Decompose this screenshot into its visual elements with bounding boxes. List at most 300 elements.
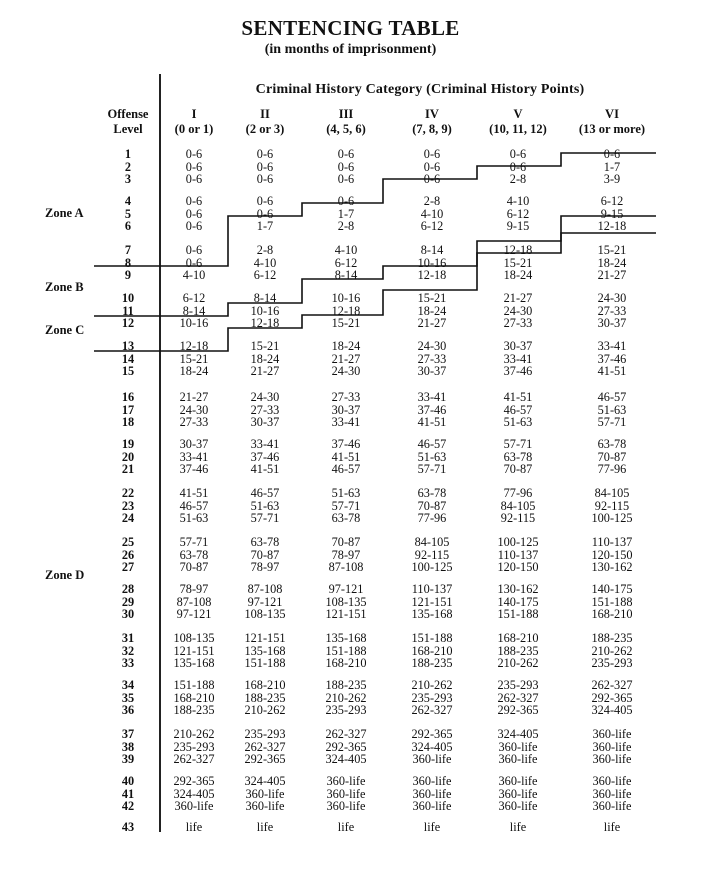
sentence-range: 41-51 [503, 390, 533, 404]
sentence-range: 33-41 [250, 437, 280, 451]
sentence-range: 41-51 [597, 364, 627, 378]
sentence-range: 24-30 [503, 303, 533, 318]
sentence-range: 100-125 [497, 535, 539, 549]
sentence-range: 10-16 [331, 291, 361, 305]
sentence-range: 46-57 [250, 486, 280, 500]
sentence-range: 92-115 [414, 547, 450, 562]
sentence-range: 6-12 [420, 219, 444, 233]
sentence-range: 15-21 [503, 255, 533, 270]
sentence-range: 324-405 [411, 739, 453, 754]
sentence-range: 210-262 [173, 727, 215, 741]
sentence-range: 30-37 [417, 364, 447, 378]
sentence-range: 324-405 [497, 727, 539, 741]
sentence-range: 292-365 [497, 703, 539, 717]
sentence-range: 324-405 [244, 774, 286, 788]
sentence-range: 108-135 [325, 594, 367, 609]
sentence-range: 30-37 [503, 339, 533, 353]
sentence-range: 78-97 [250, 560, 280, 574]
sentence-range: 97-121 [176, 607, 212, 621]
sentence-range: 18-24 [597, 255, 627, 270]
sentence-range: 18-24 [250, 351, 280, 366]
offense-level: 38 [121, 739, 135, 754]
sentence-range: 41-51 [331, 449, 361, 464]
sentence-range: 292-365 [325, 739, 367, 754]
sentence-range: 92-115 [500, 511, 536, 525]
sentence-range: 100-125 [411, 560, 453, 574]
offense-level: 36 [121, 703, 135, 717]
offense-level: 7 [124, 243, 132, 257]
offense-level: 6 [124, 219, 132, 233]
sentence-range: 1-7 [603, 159, 621, 174]
sentence-range: 2-8 [256, 243, 274, 257]
offense-level: 21 [121, 462, 135, 476]
sentence-range: 57-71 [417, 462, 447, 476]
sentence-range: 63-78 [331, 511, 361, 525]
sentence-range: life [185, 820, 203, 834]
sentence-range: 84-105 [414, 535, 450, 549]
sentence-range: 0-6 [256, 147, 274, 161]
sentence-range: 6-12 [182, 291, 206, 305]
category-header-4 [384, 107, 480, 137]
sentence-range: 8-14 [182, 303, 206, 318]
offense-level: 30 [121, 607, 135, 621]
sentence-range: 15-21 [417, 291, 447, 305]
sentence-range: 21-27 [179, 390, 209, 404]
sentence-range: 0-6 [185, 147, 203, 161]
sentence-range: 108-135 [244, 607, 286, 621]
sentence-range: 63-78 [179, 547, 209, 562]
offense-level: 42 [121, 799, 135, 813]
sentence-range: 30-37 [179, 437, 209, 451]
sentence-range: 168-210 [173, 690, 215, 705]
sentence-range: 41-51 [417, 415, 447, 429]
offense-level: 11 [122, 303, 134, 318]
sentence-range: 235-293 [591, 656, 633, 670]
sentence-range: 63-78 [417, 486, 447, 500]
sentence-range: 18-24 [417, 303, 447, 318]
sentence-range: 0-6 [603, 147, 621, 161]
sentence-range: 0-6 [337, 172, 355, 186]
category-header-5 [470, 107, 566, 137]
category-points: (4, 5, 6) [326, 122, 366, 136]
sentence-range: 262-327 [173, 752, 215, 766]
sentence-range: 151-188 [591, 594, 633, 609]
sentence-range: 70-87 [503, 462, 533, 476]
offense-level: 35 [121, 690, 135, 705]
sentence-range: 100-125 [591, 511, 633, 525]
offense-level: 33 [121, 656, 135, 670]
sentence-range: 41-51 [179, 486, 209, 500]
sentence-range: 168-210 [244, 678, 286, 692]
sentence-range: 262-327 [325, 727, 367, 741]
sentence-range: 0-6 [185, 159, 203, 174]
sentence-range: 6-12 [253, 268, 277, 282]
category-numeral: VI [605, 107, 619, 121]
offense-level: 27 [121, 560, 135, 574]
sentence-range: 46-57 [597, 390, 627, 404]
sentence-range: 41-51 [250, 462, 280, 476]
sentence-range: 8-14 [334, 268, 358, 282]
page-subtitle: (in months of imprisonment) [264, 42, 437, 57]
sentence-range: 324-405 [325, 752, 367, 766]
sentence-range: 70-87 [597, 449, 627, 464]
sentence-range: 360-life [326, 774, 366, 788]
sentence-range: 0-6 [185, 172, 203, 186]
sentence-range: 168-210 [411, 643, 453, 658]
sentence-range: 360-life [174, 799, 214, 813]
offense-level: 37 [121, 727, 135, 741]
offense-level: 8 [124, 255, 132, 270]
sentence-range: 8-14 [253, 291, 277, 305]
sentence-range: 360-life [245, 786, 285, 801]
offense-level: 12 [121, 316, 135, 330]
sentence-range: 9-15 [600, 206, 624, 221]
sentence-range: 235-293 [244, 727, 286, 741]
offense-level: 18 [121, 415, 135, 429]
sentence-range: 360-life [498, 752, 538, 766]
sentence-range: 57-71 [597, 415, 627, 429]
sentence-range: 30-37 [331, 402, 361, 417]
sentence-range: 51-63 [250, 498, 280, 513]
sentence-range: 292-365 [244, 752, 286, 766]
category-points: (13 or more) [578, 122, 646, 136]
offense-level: 22 [121, 486, 135, 500]
sentence-range: 6-12 [600, 194, 624, 208]
sentence-range: 0-6 [423, 147, 441, 161]
sentence-range: 30-37 [597, 316, 627, 330]
sentence-range: 151-188 [244, 656, 286, 670]
sentence-range: 262-327 [591, 678, 633, 692]
sentence-range: 92-115 [594, 498, 630, 513]
sentence-range: 27-33 [503, 316, 533, 330]
category-numeral: I [191, 107, 197, 121]
sentence-range: 210-262 [244, 703, 286, 717]
sentence-range: 33-41 [417, 390, 447, 404]
sentence-range: 27-33 [179, 415, 209, 429]
sentence-range: 10-16 [179, 316, 209, 330]
zone-a-label: Zone A [45, 206, 84, 220]
sentence-range: 140-175 [591, 582, 633, 596]
sentence-range: 0-6 [256, 206, 274, 221]
offense-level: 28 [121, 582, 135, 596]
sentence-range: 0-6 [337, 194, 355, 208]
sentence-range: 18-24 [331, 339, 361, 353]
category-points: (10, 11, 12) [489, 122, 547, 136]
sentence-range: 78-97 [179, 582, 209, 596]
offense-level: 5 [124, 206, 132, 221]
offense-level: 1 [124, 147, 132, 161]
sentence-range: 3-9 [603, 172, 621, 186]
offense-level: 25 [121, 535, 135, 549]
sentence-range: 135-168 [411, 607, 453, 621]
sentence-range: 360-life [412, 774, 452, 788]
sentence-range: 6-12 [506, 206, 530, 221]
sentence-range: 15-21 [250, 339, 280, 353]
sentence-range: 0-6 [423, 172, 441, 186]
sentence-range: 360-life [498, 799, 538, 813]
sentence-range: 12-18 [250, 316, 280, 330]
sentence-range: 33-41 [597, 339, 627, 353]
offense-level: 16 [121, 390, 135, 404]
sentence-range: 0-6 [256, 172, 274, 186]
sentence-range: 1-7 [337, 206, 355, 221]
sentence-range: 188-235 [497, 643, 539, 658]
offense-level: 13 [121, 339, 135, 353]
sentence-range: 87-108 [247, 582, 283, 596]
category-points: (2 or 3) [245, 122, 285, 136]
sentence-range: 360-life [592, 739, 632, 754]
sentence-range: 4-10 [506, 194, 530, 208]
sentence-range: 77-96 [503, 486, 533, 500]
category-numeral: IV [425, 107, 439, 121]
sentence-range: 360-life [498, 774, 538, 788]
sentence-range: 12-18 [179, 339, 209, 353]
sentence-range: 21-27 [597, 268, 627, 282]
sentence-range: 110-137 [497, 547, 539, 562]
sentence-range: 210-262 [497, 656, 539, 670]
sentence-range: 120-150 [591, 547, 633, 562]
offense-header-line-2: Level [113, 122, 143, 136]
offense-level: 24 [121, 511, 135, 525]
sentence-range: 2-8 [337, 219, 355, 233]
sentence-range: 57-71 [331, 498, 361, 513]
sentence-range: 360-life [412, 799, 452, 813]
sentence-range: 46-57 [331, 462, 361, 476]
sentence-range: 360-life [412, 752, 452, 766]
sentence-range: 24-30 [250, 390, 280, 404]
zone-d-label: Zone D [45, 568, 85, 582]
sentence-range: 70-87 [179, 560, 209, 574]
sentence-range: 1-7 [256, 219, 274, 233]
sentence-range: 0-6 [509, 159, 527, 174]
sentence-range: 15-21 [331, 316, 361, 330]
sentence-range: 360-life [592, 786, 632, 801]
sentence-range: 130-162 [497, 582, 539, 596]
sentence-range: 2-8 [423, 194, 441, 208]
sentence-range: 57-71 [503, 437, 533, 451]
sentence-range: life [337, 820, 355, 834]
sentence-range: 46-57 [503, 402, 533, 417]
sentence-range: 0-6 [509, 147, 527, 161]
sentence-range: 292-365 [173, 774, 215, 788]
sentence-range: 78-97 [331, 547, 361, 562]
offense-level: 39 [121, 752, 135, 766]
sentence-range: 37-46 [179, 462, 209, 476]
sentence-range: 21-27 [331, 351, 361, 366]
sentence-range: 51-63 [597, 402, 627, 417]
offense-level: 17 [121, 402, 135, 417]
offense-level: 34 [121, 678, 135, 692]
category-numeral: V [513, 107, 523, 121]
sentence-range: 210-262 [591, 643, 633, 658]
sentence-range: 24-30 [179, 402, 209, 417]
sentence-range: 151-188 [411, 631, 453, 645]
category-header-6 [564, 107, 660, 137]
sentence-range: 87-108 [328, 560, 364, 574]
sentence-range: 4-10 [420, 206, 444, 221]
sentence-range: 15-21 [179, 351, 209, 366]
sentence-range: 15-21 [597, 243, 627, 257]
category-numeral: II [260, 107, 270, 121]
sentence-range: 0-6 [185, 206, 203, 221]
sentence-range: 6-12 [334, 255, 358, 270]
sentence-range: 51-63 [503, 415, 533, 429]
sentence-range: 110-137 [411, 582, 453, 596]
sentence-range: 27-33 [597, 303, 627, 318]
sentence-range: 97-121 [328, 582, 364, 596]
sentence-range: 188-235 [173, 703, 215, 717]
page-title: SENTENCING TABLE [241, 16, 460, 40]
sentence-range: 33-41 [331, 415, 361, 429]
sentence-range: 108-135 [173, 631, 215, 645]
sentence-range: 110-137 [591, 535, 633, 549]
sentence-range: 4-10 [253, 255, 277, 270]
sentence-range: 24-30 [417, 339, 447, 353]
offense-level: 9 [124, 268, 132, 282]
sentence-range: 188-235 [591, 631, 633, 645]
sentence-range: 63-78 [597, 437, 627, 451]
sentence-range: 360-life [498, 739, 538, 754]
sentence-range: 324-405 [591, 703, 633, 717]
sentence-range: 360-life [592, 752, 632, 766]
sentence-range: 10-16 [250, 303, 280, 318]
sentence-range: 121-151 [325, 607, 367, 621]
sentence-range: 18-24 [503, 268, 533, 282]
sentence-range: 360-life [245, 799, 285, 813]
sentence-range: life [256, 820, 274, 834]
sentence-range: 12-18 [503, 243, 533, 257]
sentence-range: 37-46 [597, 351, 627, 366]
offense-level: 15 [121, 364, 135, 378]
sentence-range: 33-41 [179, 449, 209, 464]
offense-level: 10 [121, 291, 135, 305]
sentence-range: 0-6 [256, 159, 274, 174]
sentence-range: 135-168 [325, 631, 367, 645]
category-points: (0 or 1) [174, 122, 214, 136]
sentence-range: 360-life [326, 799, 366, 813]
sentence-range: 51-63 [331, 486, 361, 500]
offense-level: 14 [121, 351, 135, 366]
sentence-range: 121-151 [244, 631, 286, 645]
sentence-range: 135-168 [244, 643, 286, 658]
offense-header-line-1: Offense [107, 107, 149, 121]
sentence-range: 4-10 [182, 268, 206, 282]
sentence-range: 0-6 [185, 255, 203, 270]
sentence-range: 0-6 [185, 219, 203, 233]
sentence-range: 18-24 [179, 364, 209, 378]
sentence-range: 10-16 [417, 255, 447, 270]
sentence-range: 360-life [498, 786, 538, 801]
sentence-range: 140-175 [497, 594, 539, 609]
criminal-history-header: Criminal History Category (Criminal History Points) [255, 82, 585, 97]
sentence-range: 21-27 [250, 364, 280, 378]
sentence-range: 121-151 [411, 594, 453, 609]
sentence-range: 37-46 [417, 402, 447, 417]
sentence-range: 360-life [592, 774, 632, 788]
sentence-range: 235-293 [325, 703, 367, 717]
sentence-range: 27-33 [250, 402, 280, 417]
zone-b-label: Zone B [45, 280, 84, 294]
offense-level: 26 [121, 547, 135, 562]
sentence-range: 360-life [326, 786, 366, 801]
sentence-range: 21-27 [503, 291, 533, 305]
offense-level: 23 [121, 498, 135, 513]
sentence-range: 135-168 [173, 656, 215, 670]
zone-c-label: Zone C [45, 323, 85, 337]
sentence-range: 151-188 [497, 607, 539, 621]
sentence-range: 262-327 [244, 739, 286, 754]
sentence-range: life [603, 820, 621, 834]
sentence-range: 4-10 [334, 243, 358, 257]
offense-level: 29 [121, 594, 135, 609]
sentence-range: 210-262 [411, 678, 453, 692]
sentence-range: 97-121 [247, 594, 283, 609]
sentence-range: 84-105 [500, 498, 536, 513]
category-points: (7, 8, 9) [412, 122, 452, 136]
offense-level: 32 [121, 643, 135, 658]
offense-level: 20 [121, 449, 135, 464]
sentence-range: 235-293 [411, 690, 453, 705]
sentence-range: 120-150 [497, 560, 539, 574]
category-header-3 [298, 107, 394, 137]
offense-level: 4 [124, 194, 132, 208]
sentence-range: 46-57 [417, 437, 447, 451]
sentence-range: 21-27 [417, 316, 447, 330]
sentence-range: 0-6 [185, 194, 203, 208]
sentence-range: 360-life [592, 799, 632, 813]
sentence-range: 9-15 [506, 219, 530, 233]
sentence-range: life [423, 820, 441, 834]
sentence-range: 24-30 [331, 364, 361, 378]
sentence-range: 77-96 [597, 462, 627, 476]
sentence-range: 0-6 [185, 243, 203, 257]
sentence-range: 151-188 [173, 678, 215, 692]
sentence-range: 37-46 [503, 364, 533, 378]
offense-level: 2 [124, 159, 132, 174]
sentence-range: 24-30 [597, 291, 627, 305]
sentence-range: 0-6 [337, 147, 355, 161]
sentence-range: 168-210 [325, 656, 367, 670]
sentence-range: 33-41 [503, 351, 533, 366]
sentence-range: 188-235 [411, 656, 453, 670]
sentence-range: 63-78 [250, 535, 280, 549]
sentence-range: 70-87 [417, 498, 447, 513]
sentence-range: 0-6 [337, 159, 355, 174]
sentence-range: 30-37 [250, 415, 280, 429]
sentence-range: 37-46 [250, 449, 280, 464]
sentence-range: 70-87 [331, 535, 361, 549]
sentence-range: 27-33 [331, 390, 361, 404]
sentence-range: 77-96 [417, 511, 447, 525]
sentence-range: 292-365 [591, 690, 633, 705]
sentence-range: 37-46 [331, 437, 361, 451]
sentence-range: 188-235 [325, 678, 367, 692]
sentence-range: 262-327 [411, 703, 453, 717]
sentence-range: 360-life [592, 727, 632, 741]
sentence-range: 292-365 [411, 727, 453, 741]
offense-level: 43 [121, 820, 135, 834]
sentence-range: 168-210 [497, 631, 539, 645]
sentence-range: 87-108 [176, 594, 212, 609]
sentence-range: 51-63 [179, 511, 209, 525]
sentence-range: 262-327 [497, 690, 539, 705]
sentence-range: 0-6 [423, 159, 441, 174]
sentence-range: 12-18 [331, 303, 361, 318]
sentence-range: 57-71 [250, 511, 280, 525]
sentence-range: 46-57 [179, 498, 209, 513]
sentence-range: 2-8 [509, 172, 527, 186]
sentence-range: 12-18 [597, 219, 627, 233]
